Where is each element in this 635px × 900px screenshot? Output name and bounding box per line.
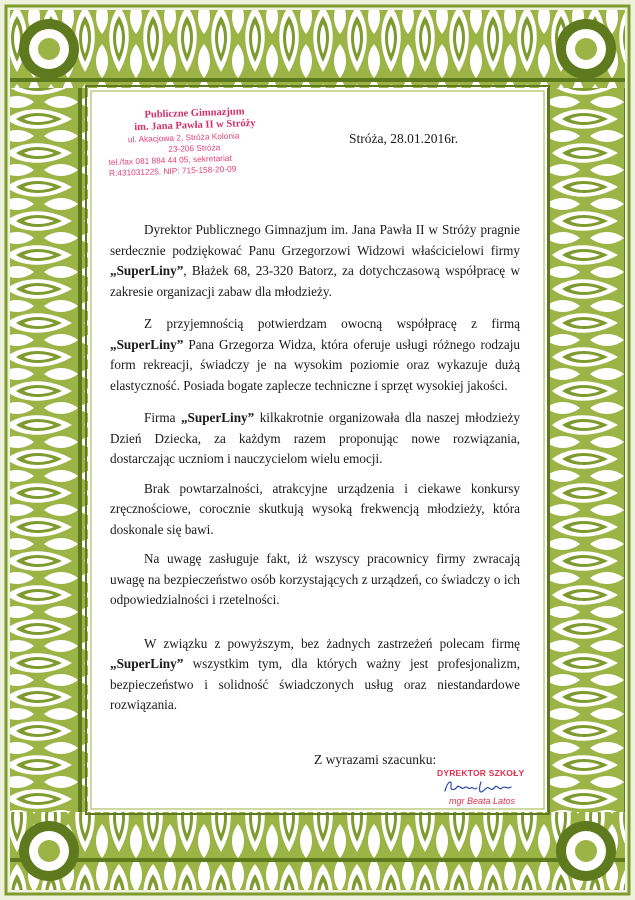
paragraph-2 <box>110 314 520 396</box>
paragraph-1 <box>110 220 520 302</box>
p1-text-b: , Błażek 68, 23-320 Batorz, za dotychczasową współpracę w zakresie organizacji zabaw dla młodzieży. <box>110 263 520 299</box>
p3-brand: „SuperLiny” <box>180 410 255 425</box>
p2-text-b: Pana Grzegorza Widza, która oferuje usługi różnego rodzaju form rekreacji, świadczy je na wysokim poziomie oraz wykazuje dużą elastyczność. Posiada bogate zaplecze techniczne i sprzęt wysokiej jakości. <box>110 336 520 393</box>
p6-text-b: wszystkim tym, dla których ważny jest profesjonalizm, bezpieczeństwo i solidność świadczonych usług oraz niestandardowe rozwiązania. <box>110 656 520 712</box>
letter-body <box>110 220 520 716</box>
p2-brand: „SuperLiny” <box>110 336 184 352</box>
paragraph-3 <box>110 408 520 470</box>
p2-text-a: Z przyjemnością potwierdzam owocną współpracę z firmą <box>144 316 520 331</box>
p1-brand: „SuperLiny” <box>110 263 184 278</box>
paragraph-6 <box>110 634 520 716</box>
stamp-line-4: 23-206 Stróża <box>168 142 221 154</box>
stamp-line-5: tel./fax 081 884 44 05, sekretariat <box>108 152 232 168</box>
paragraph-5: Na uwagę zasługuje fakt, iż wszyscy pracownicy firmy zwracają uwagę na bezpieczeństwo osób korzystających z urządzeń, co świadczy o ich odpowiedzialności i rzetelności. <box>110 551 520 607</box>
signature-name: mgr Beata Latos <box>449 796 516 806</box>
school-stamp <box>107 105 284 179</box>
p1-text-a: Dyrektor Publicznego Gimnazjum im. Jana Pawła II w Stróży pragnie serdecznie podziękować Panu Grzegorzowi Widzowi właścicielowi firmy <box>110 222 520 258</box>
handwritten-signature <box>443 778 513 796</box>
p3-text-a: Firma <box>144 410 181 425</box>
stamp-line-6: R:431031225. NIP: 715-158-20-09 <box>108 163 237 179</box>
closing-phrase: Z wyrazami szacunku: <box>314 752 437 767</box>
signature-block <box>437 768 547 806</box>
p3-text-b: kilkakrotnie organizowała dla naszej młodzieży Dzień Dziecka, za każdym razem proponując nowe rozwiązania, dostarczając uczniom i nauczycielom wielu emocji. <box>110 410 520 466</box>
stamp-line-1: Publiczne Gimnazjum <box>144 106 245 121</box>
signature-title: DYREKTOR SZKOŁY <box>437 768 525 778</box>
p6-text-a: W związku z powyższym, bez żadnych zastrzeżeń polecam firmę <box>144 635 520 651</box>
paragraph-4: Brak powtarzalności, atrakcyjne urządzenia i ciekawe konkursy zręcznościowe, corocznie skutkują wysoką frekwencją młodzieży, która doskonale się bawi. <box>110 480 520 537</box>
letter-date: Stróża, 28.01.2016r. <box>349 131 459 146</box>
p6-brand: „SuperLiny” <box>110 656 184 671</box>
stamp-line-2: im. Jana Pawła II w Stróży <box>134 117 256 134</box>
stamp-line-3: ul. Akacjowa 2, Stróża Kolonia <box>127 130 240 145</box>
